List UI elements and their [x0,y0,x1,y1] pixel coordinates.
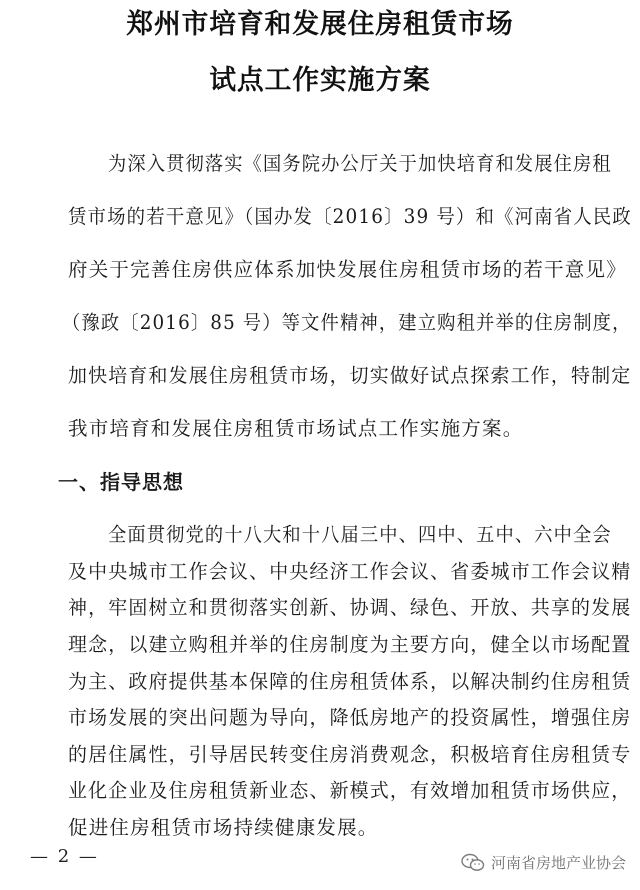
intro-line: （豫政〔2016〕85 号）等文件精神，建立购租并举的住房制度， [62,311,632,334]
section-line: 神，牢固树立和贯彻落实创新、协调、绿色、开放、共享的发展 [68,596,632,619]
section-heading: 一、指导思想 [58,470,184,494]
intro-line: 为深入贯彻落实《国务院办公厅关于加快培育和发展住房租 [108,152,612,175]
document-title-line2: 试点工作实施方案 [209,65,431,96]
intro-line: 加快培育和发展住房租赁市场，切实做好试点探索工作，特制定 [68,364,632,387]
section-line: 促进住房租赁市场持续健康发展。 [68,816,379,839]
section-line: 及中央城市工作会议、中央经济工作会议、省委城市工作会议精 [68,560,632,583]
section-line: 业化企业及住房租赁新业态、新模式，有效增加租赁市场供应， [68,779,632,802]
section-line: 市场发展的突出问题为导向，降低房地产的投资属性，增强住房 [68,706,632,729]
wechat-icon [461,853,485,873]
document-title-line1: 郑州市培育和发展住房租赁市场 [126,9,514,40]
section-line: 为主、政府提供基本保障的住房租赁体系，以解决制约住房租赁 [68,670,632,693]
source-watermark [461,852,626,873]
section-line: 理念，以建立购租并举的住房制度为主要方向，健全以市场配置 [68,633,632,656]
section-line: 全面贯彻党的十八大和十八届三中、四中、五中、六中全会 [108,523,612,546]
intro-line: 府关于完善住房供应体系加快发展住房租赁市场的若干意见》 [68,258,627,281]
intro-line: 我市培育和发展住房租赁市场试点工作实施方案。 [68,417,524,440]
page-number: — 2 — [30,846,99,867]
section-line: 的居住属性，引导居民转变住房消费观念，积极培育住房租赁专 [68,743,632,766]
intro-line: 赁市场的若干意见》（国办发〔2016〕39 号）和《河南省人民政 [68,205,632,228]
watermark-text: 河南省房地产业协会 [490,854,626,872]
